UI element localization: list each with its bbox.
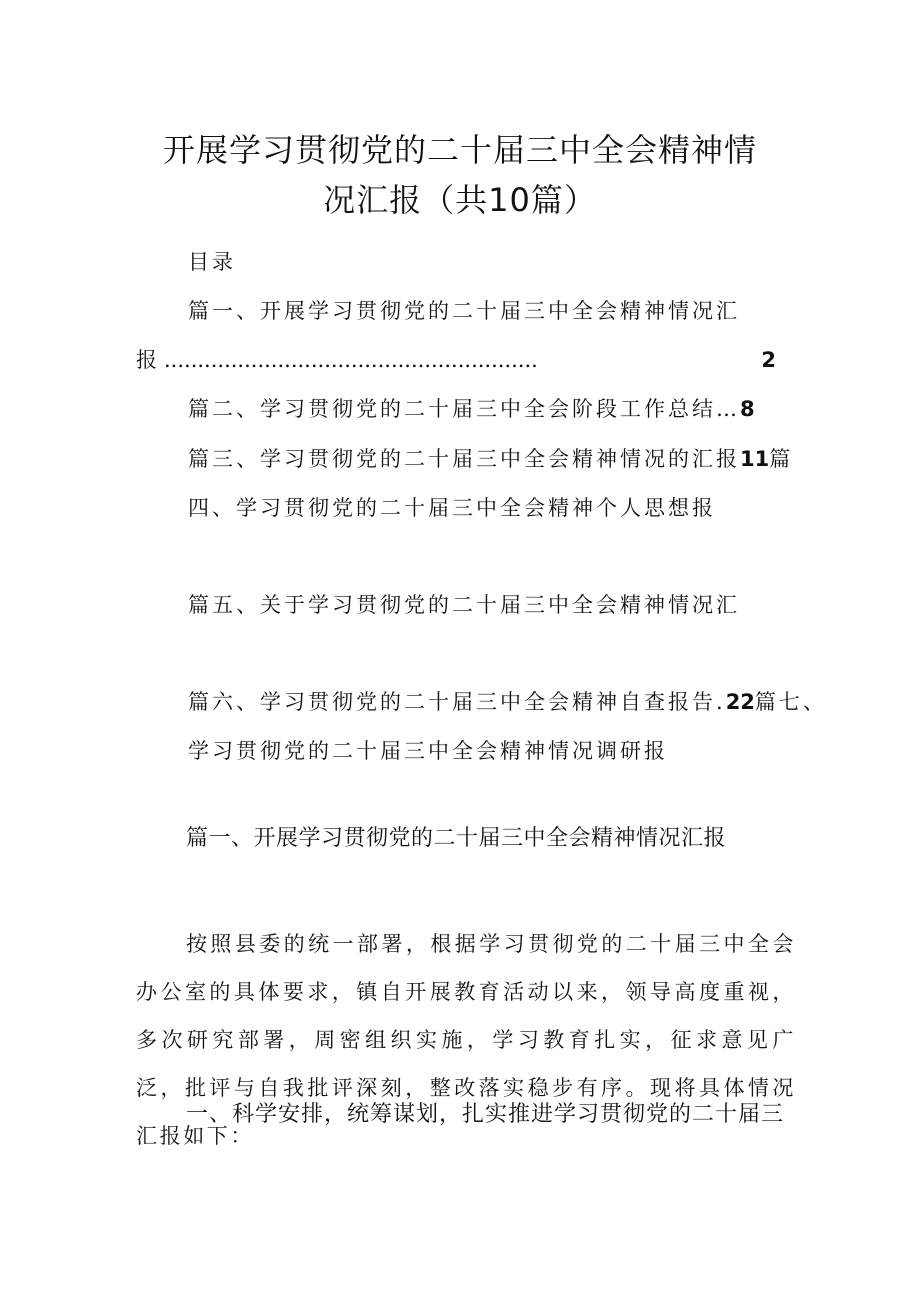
toc-item-1[interactable]: 篇一、开展学习贯彻党的二十届三中全会精神情况汇 [188,299,740,323]
toc-item-7[interactable]: 学习贯彻党的二十届三中全会精神情况调研报 [188,739,668,763]
toc-page-number: 22 [725,690,755,714]
toc-item-text: 篇二、学习贯彻党的二十届三中全会阶段工作总结… [188,397,740,421]
toc-item-suffix: 篇 [769,447,794,471]
document-title-line-1: 开展学习贯彻党的二十届三中全会精神情 [162,131,757,169]
toc-item-4[interactable]: 四、学习贯彻党的二十届三中全会精神个人思想报 [188,496,716,520]
toc-heading: 目录 [188,250,236,274]
body-paragraph-text: 按照县委的统一部署，根据学习贯彻党的二十届三中全会办公室的具体要求，镇自开展教育活动以来，领导高度重视，多次研究部署，周密组织实施，学习教育扎实，征求意见广泛，批评与自我批评深刻，整改落实稳步有序。现将具体情况汇报如下： [136,932,796,1148]
section-title: 篇一、开展学习贯彻党的二十届三中全会精神情况汇报 [186,826,727,851]
toc-item-5[interactable]: 篇五、关于学习贯彻党的二十届三中全会精神情况汇 [188,593,740,617]
toc-item-text: 篇三、学习贯彻党的二十届三中全会精神情况的汇报 [188,447,740,471]
document-title-line-2: 况汇报（共10篇） [323,181,597,219]
subsection-heading: 一、科学安排，统筹谋划，扎实推进学习贯彻党的二十届三 [186,1102,785,1127]
toc-item-suffix: 篇七、 [754,690,827,714]
toc-item-1-continued[interactable] [136,345,776,375]
toc-item-2[interactable] [188,394,755,424]
toc-item-text: 篇六、学习贯彻党的二十届三中全会精神自查报告. [188,690,726,714]
toc-page-number: 2 [761,348,776,372]
toc-item-3[interactable] [188,444,793,474]
toc-dot-leader: ........................................................ [164,348,538,372]
toc-page-number: 11 [740,447,770,471]
toc-item-1-text-tail: 报 [136,348,160,372]
toc-page-number: 8 [740,397,755,421]
toc-item-6[interactable] [188,687,827,717]
